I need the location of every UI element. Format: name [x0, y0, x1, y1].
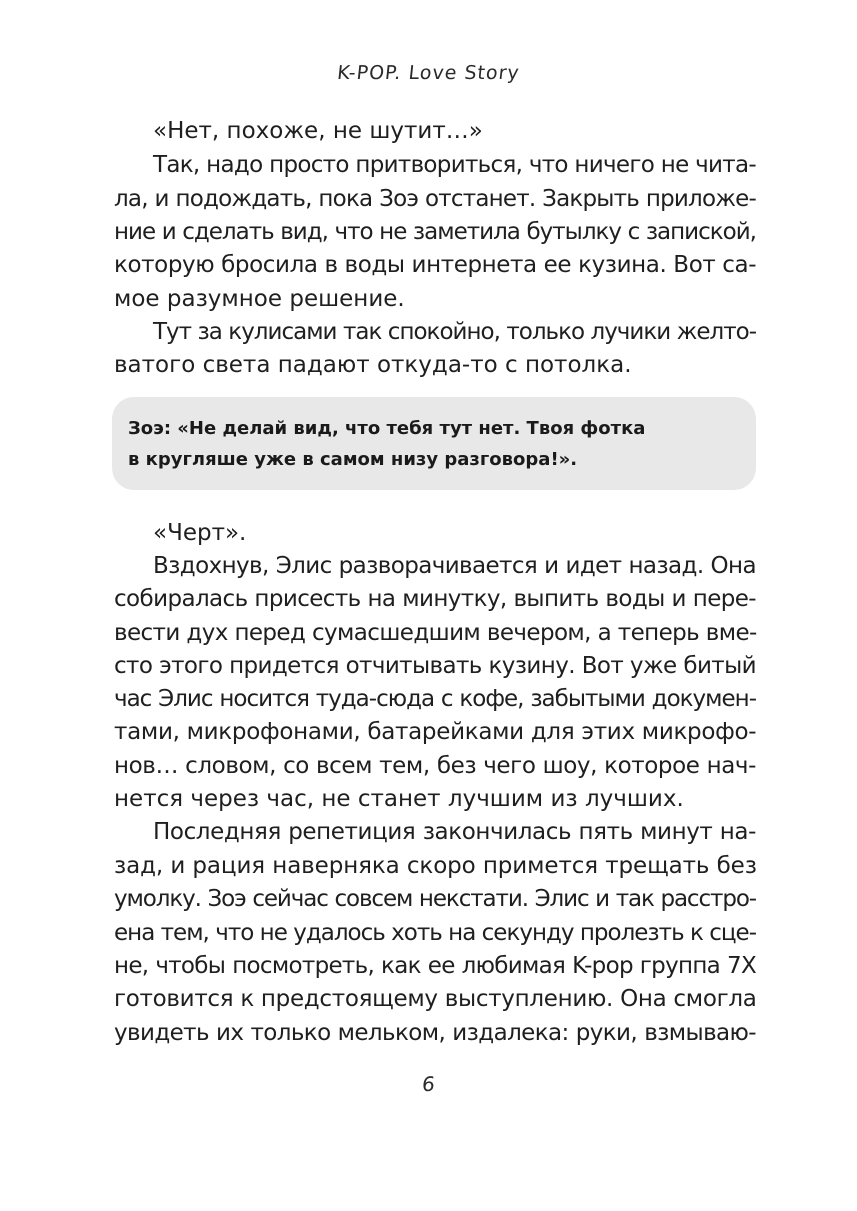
text-line: увидеть их только мельком, издалека: руки, взмываю- [114, 1020, 756, 1046]
text-line: «Нет, похоже, не шутит…» [153, 118, 483, 144]
text-line: не, чтобы посмотреть, как ее любимая K-pop группа 7X [114, 953, 756, 979]
text-line: мое разумное решение. [114, 286, 405, 312]
text-line: умолку. Зоэ сейчас совсем некстати. Элис и так расстро- [114, 886, 756, 912]
text-line: час Элис носится туда-сюда с кофе, забытыми докумен- [114, 686, 756, 712]
chat-message-line: в кругляше уже в самом низу разговора!». [128, 449, 578, 470]
text-line: Тут за кулисами так спокойно, только лучики желто- [153, 319, 756, 345]
chat-message-bubble [112, 397, 756, 490]
text-line: сто этого придется отчитывать кузину. Вот уже битый [114, 653, 756, 679]
text-line: Вздохнув, Элис разворачивается и идет назад. Она [153, 553, 756, 579]
text-line: собиралась присесть на минутку, выпить воды и пере- [114, 586, 756, 612]
text-line: тами, микрофонами, батарейками для этих микрофо- [114, 719, 757, 745]
text-line: Последняя репетиция закончилась пять минут на- [153, 819, 756, 845]
chat-message-line: Зоэ: «Не делай вид, что тебя тут нет. Твоя фотка [128, 418, 646, 439]
text-line: готовится к предстоящему выступлению. Она смогла [114, 986, 757, 1012]
text-line: нется через час, не станет лучшим из лучших. [114, 786, 684, 812]
text-line: которую бросила в воды интернета ее кузина. Вот са- [114, 252, 757, 278]
text-line: вести дух перед сумасшедшим вечером, а теперь вме- [114, 620, 757, 646]
text-line: Так, надо просто притвориться, что ничего не чита- [153, 152, 756, 178]
page-number: 6 [420, 1072, 437, 1096]
text-line: ние и сделать вид, что не заметила бутылку с запиской, [114, 219, 756, 245]
running-head: K-POP. Love Story [336, 62, 521, 84]
text-line: ватого света падают откуда-то с потолка. [114, 352, 632, 378]
text-line: ла, и подождать, пока Зоэ отстанет. Закрыть приложе- [114, 186, 756, 212]
text-line: ена тем, что не удалось хоть на секунду пролезть к сце- [114, 920, 756, 946]
text-line: нов… словом, со всем тем, без чего шоу, которое нач- [114, 753, 756, 779]
text-line: зад, и рация наверняка скоро примется трещать без [114, 853, 757, 879]
text-line: «Черт». [153, 520, 247, 546]
